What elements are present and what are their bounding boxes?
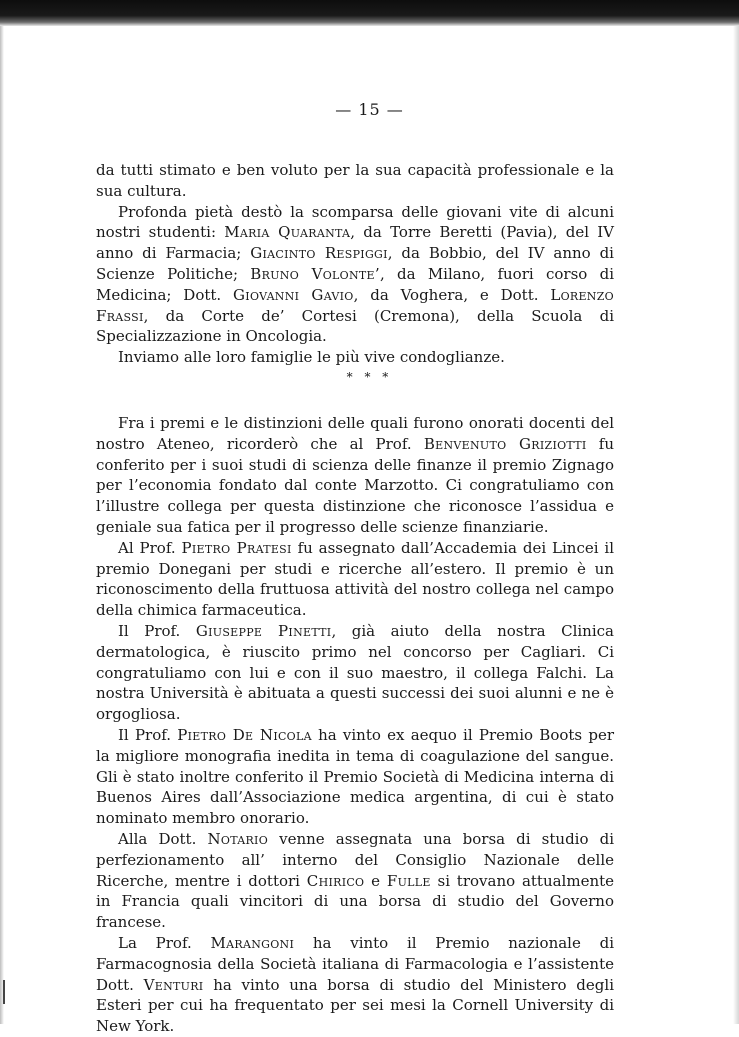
page-number: — 15 —	[335, 100, 404, 119]
person-name: Giuseppe Pinetti	[195, 621, 332, 640]
paragraph-text: , già aiuto della nostra Clinica dermatologica, è riuscito primo nel concorso per Cagliari. Ci congratuliamo con lui e con il suo maestro, il collega Falchi. La nostra Università è abituata a questi successi dei suoi alunni e ne è orgogliosa.	[96, 621, 614, 724]
text-block-obituaries	[96, 160, 614, 368]
person-name: Benvenuto Griziotti	[423, 434, 587, 453]
paragraph	[96, 621, 614, 725]
person-name: Bruno Volonte’	[250, 264, 380, 283]
person-name: Venturi	[143, 975, 204, 994]
paragraph-text: fu assegnato dall’Accademia dei Lincei il premio Donegani per studi e ricerche all’estero. Il premio è un riconoscimento della fruttuosa attività del nostro collega nel campo della chimica farmaceutica.	[96, 538, 615, 620]
person-name: Giovanni Gavio	[233, 285, 354, 304]
paragraph	[96, 413, 614, 538]
paragraph-text: ha vinto ex aequo il Premio Boots per la migliore monografia inedita in tema di coagulazione del sangue. Gli è stato inoltre conferito il Premio Società di Medicina interna di Buenos Aires dall’Associazione medica argentina, di cui è stato nominato membro onorario.	[96, 725, 614, 828]
scan-left-edge	[0, 26, 4, 1024]
paragraph	[96, 160, 614, 202]
paragraph	[96, 347, 614, 368]
paragraph-text: ha vinto il Premio nazionale di Farmacognosia della Società italiana di Farmacologia e l’assistente Dott.	[96, 933, 614, 994]
person-name: Chirico	[306, 871, 365, 890]
paragraph-text: Alla Dott.	[118, 829, 208, 848]
person-name: Notario	[207, 829, 269, 848]
paragraph	[96, 202, 614, 348]
scan-margin-mark	[3, 980, 5, 1004]
paragraph-text: La Prof.	[118, 933, 211, 952]
person-name: Lorenzo Frassi	[96, 285, 614, 325]
paragraph-text: e	[364, 871, 387, 890]
paragraph-text: venne assegnata una borsa di studio di perfezionamento all’ interno del Consiglio Nazionale delle Ricerche, mentre i dottori	[96, 829, 614, 890]
text-block-awards	[96, 413, 614, 1037]
paragraph-text: ha vinto una borsa di studio del Ministero degli Esteri per cui ha frequentato per sei mesi la Cornell University di New York.	[96, 975, 614, 1036]
paragraph-text: Inviamo alle loro famiglie le più vive condoglianze.	[118, 348, 505, 367]
section-separator: * * *	[346, 370, 393, 384]
paragraph-text: fu conferito per i suoi studi di scienza delle finanze il premio Zignago per l’economia fondato dal conte Marzotto. Ci congratuliamo con l’illustre collega per questa distinzione che riconosce l’assidua e geniale sua fatica per il progresso delle scienze finanziarie.	[96, 434, 614, 536]
paragraph-text: Profonda pietà destò la scomparsa delle giovani vite di alcuni nostri studenti:	[96, 202, 614, 242]
paragraph-text: Il Prof.	[118, 621, 196, 640]
paragraph	[96, 538, 614, 621]
paragraph-text: da tutti stimato e ben voluto per la sua capacità professionale e la sua cultura.	[96, 161, 614, 200]
scan-top-border	[0, 0, 739, 26]
paragraph-text: , da Bobbio, del IV anno di Scienze Politiche;	[96, 244, 614, 283]
person-name: Pietro Pratesi	[181, 538, 292, 557]
paragraph	[96, 725, 614, 829]
paragraph-text: , da Milano, fuori corso di Medicina; Dott.	[96, 264, 614, 304]
person-name: Marangoni	[210, 933, 295, 952]
paragraph-text: Il Prof.	[118, 725, 178, 744]
person-name: Maria Quaranta	[224, 223, 351, 242]
paragraph-text: Fra i premi e le distinzioni delle quali furono onorati docenti del nostro Ateneo, ricorderò che al Prof.	[96, 414, 614, 453]
paragraph	[96, 933, 614, 1037]
paragraph-text: Al Prof.	[118, 538, 182, 557]
person-name: Pietro De Nicola	[177, 725, 312, 744]
paragraph	[96, 829, 614, 933]
paragraph-text: , da Torre Beretti (Pavia), del IV anno di Farmacia;	[96, 223, 614, 263]
scan-right-edge	[733, 26, 739, 1024]
person-name: Fulle	[386, 871, 431, 890]
person-name: Giacinto Respiggi	[250, 244, 388, 263]
paragraph-text: , da Corte de’ Cortesi (Cremona), della Scuola di Specializzazione in Oncologia.	[96, 306, 614, 346]
paragraph-text: , da Voghera, e Dott.	[353, 285, 551, 304]
paragraph-text: si trovano attualmente in Francia quali vincitori di una borsa di studio del Governo francese.	[96, 871, 615, 932]
